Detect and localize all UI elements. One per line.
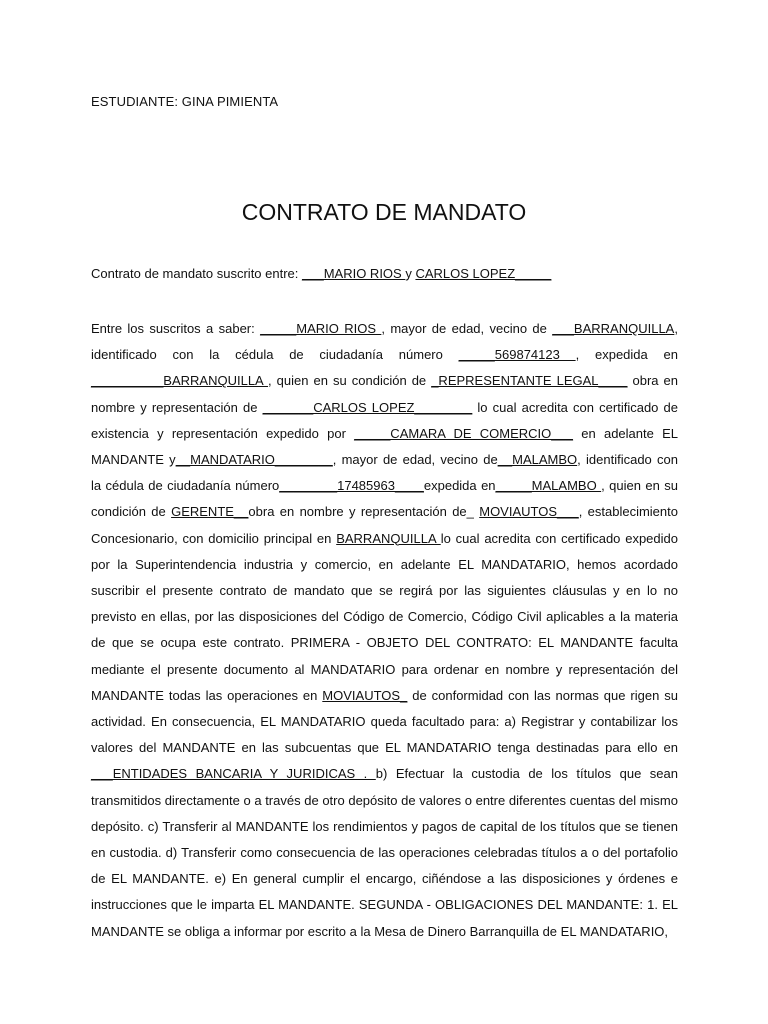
document-title: CONTRATO DE MANDATO [241,199,527,225]
filled-field: _____CAMARA DE COMERCIO___ [354,425,573,441]
body-text-segment: obra en nombre y representación de [91,373,679,415]
student-name: ESTUDIANTE: GINA PIMIENTA [91,94,279,109]
body-text-segment: lo cual acredita con certificado expedido por la Superintendencia industria y comercio, en adelante EL MANDATARIO, hemos acordado suscribir el presente contrato de mandato que se regirá por las siguientes cláusulas y en lo no previsto en ellas, por las disposiciones del Código de Comercio, Código Civil aplicables a la materia de que se ocupa este contrato. PRIMERA - OBJETO DEL CONTRATO: EL MANDANTE faculta mediante el presente documento al MANDATARIO para ordenar en nombre y representación del MANDANTE todas las operaciones en [91,530,678,703]
contract-body [91,316,678,945]
filled-field: ___BARRANQUILLA [552,321,675,336]
body-text-segment: Entre los suscritos a saber: [91,321,261,336]
filled-field: __MANDATARIO________ [175,452,333,468]
party-one: ___MARIO RIOS [302,266,406,281]
body-text-segment: expedida en [423,478,496,494]
filled-field: __________BARRANQUILLA [91,373,269,389]
filled-field: __MALAMBO [497,452,578,468]
party-two: CARLOS LOPEZ_____ [415,266,552,281]
filled-field: GERENTE__ [171,504,249,520]
contract-intro [91,266,551,281]
body-text-segment: lo cual acredita con certificado de existencia y representación expedido por [91,399,678,441]
intro-connector: y [405,266,416,281]
body-text-segment: , expedida en [575,347,678,363]
filled-field: _____MALAMBO [495,478,602,494]
filled-field: MOVIAUTOS___ [479,504,579,520]
body-text-segment: , mayor de edad, vecino de [332,452,498,468]
body-text-segment: , mayor de edad, vecino de [381,321,553,336]
filled-field: _____MARIO RIOS [260,321,382,336]
body-text-segment: de conformidad con las normas que rigen su actividad. En consecuencia, EL MANDATARIO queda facultado para: a) Registrar y contabilizar los valores del MANDANTE en las subcuentas que EL MANDATARIO tenga destinadas para ello en [91,687,678,756]
filled-field: _REPRESENTANTE LEGAL____ [431,373,628,389]
body-text-segment: obra en nombre y representación de_ [248,504,480,520]
body-text-segment: , identificado con la cédula de ciudadanía número [91,452,678,494]
filled-field: ________17485963____ [279,478,424,494]
body-text-segment: en adelante EL MANDANTE y [91,425,678,468]
body-text-segment: , quien en su condición de [91,478,678,520]
filled-field: _______CARLOS LOPEZ________ [262,399,473,415]
body-text-segment: , establecimiento Concesionario, con domicilio principal en [91,504,678,546]
intro-prefix: Contrato de mandato suscrito entre: [91,266,303,281]
filled-field: ___ENTIDADES BANCARIA Y JURIDICAS . [91,766,376,782]
filled-field: _____569874123 [458,347,576,363]
filled-field: BARRANQUILLA [336,530,441,546]
filled-field: MOVIAUTOS_ [322,687,408,703]
body-text-segment: b) Efectuar la custodia de los títulos que sean transmitidos directamente o a través de otro depósito de valores o entre diferentes cuentas del mismo depósito. c) Transferir al MANDANTE los rendimientos y pagos de capital de los títulos que se tienen en custodia. d) Transferir como consecuencia de las operaciones celebradas títulos a o del portafolio de EL MANDANTE. e) En general cumplir el encargo, ciñéndose a las disposiciones y órdenes e instrucciones que le imparta EL MANDANTE. SEGUNDA - OBLIGACIONES DEL MANDANTE: 1. EL MANDANTE se obliga a informar por escrito a la Mesa de Dinero Barranquilla de EL MANDATARIO, [91,766,678,939]
body-text-segment: , quien en su condición de [268,373,432,389]
body-text-segment: , identificado con la cédula de ciudadanía número [91,321,678,363]
